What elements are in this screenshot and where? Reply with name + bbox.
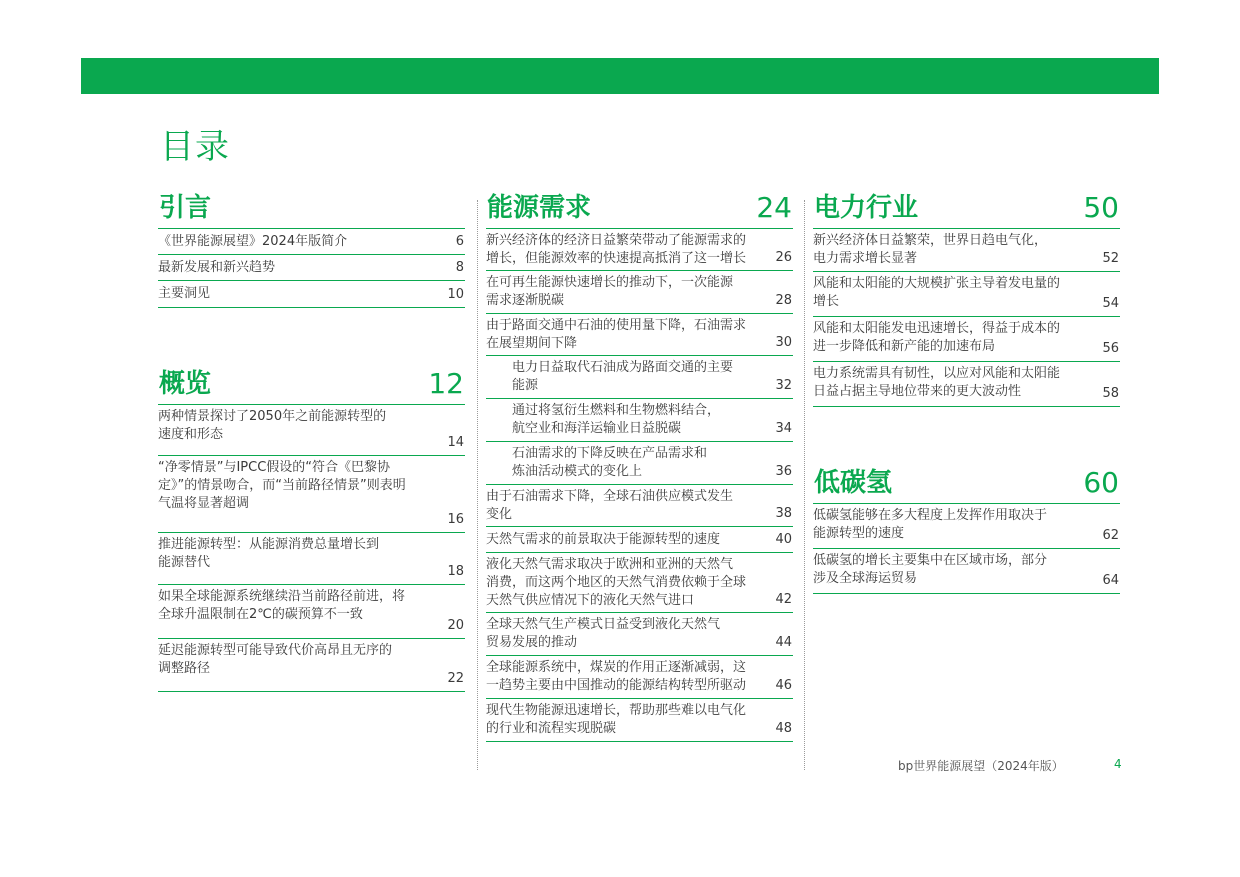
toc-entry-page: 54 [1102,296,1119,311]
toc-entry-page: 40 [775,532,792,547]
toc-entry[interactable] [486,553,793,613]
toc-entry[interactable] [813,272,1120,317]
toc-entry-title: 推进能源转型：从能源消费总量增长到 能源替代 [158,537,380,570]
toc-entry-page: 16 [447,512,464,527]
toc-entry[interactable] [813,549,1120,594]
toc-entry-page: 48 [775,721,792,736]
toc-entry[interactable] [486,527,793,553]
toc-entry-page: 6 [455,234,464,249]
toc-entry-title: 在可再生能源快速增长的推动下，一次能源 需求逐渐脱碳 [486,275,734,308]
toc-column-3 [813,192,1120,594]
section-page-number: 12 [428,367,464,400]
toc-entry-title: 新兴经济体日益繁荣，世界日趋电气化， 电力需求增长显著 [813,233,1048,266]
toc-entry-page: 28 [775,293,792,308]
toc-entry-title: 通过将氢衍生燃料和生物燃料结合， 航空业和海洋运输业日益脱碳 [512,403,721,436]
toc-entry-title: 石油需求的下降反映在产品需求和 炼油活动模式的变化上 [512,446,708,479]
column-divider [477,200,478,770]
section-title: 能源需求 [487,193,592,223]
section-heading[interactable] [813,467,1120,504]
section-heading[interactable] [158,192,465,229]
footer-page-number: 4 [1114,757,1122,771]
section-heading[interactable] [486,192,793,229]
toc-entry-title: 低碳氢的增长主要集中在区域市场，部分 涉及全球海运贸易 [813,553,1048,586]
toc-entry-title: 《世界能源展望》2024年版简介 [158,234,348,249]
toc-entry-title: 全球天然气生产模式日益受到液化天然气 贸易发展的推动 [486,617,721,650]
toc-entry-title: 电力日益取代石油成为路面交通的主要 能源 [512,360,734,393]
section-spacer [158,308,465,368]
toc-entry[interactable] [486,229,793,271]
header-bar [81,58,1159,94]
toc-entry[interactable] [813,504,1120,549]
toc-entry-title: 全球能源系统中，煤炭的作用正逐渐减弱，这 一趋势主要由中国推动的能源结构转型所驱动 [486,660,747,693]
toc-entry-title: 最新发展和新兴趋势 [158,260,276,275]
toc-entry[interactable] [813,229,1120,272]
toc-entry-page: 30 [775,335,792,350]
toc-entry[interactable] [486,442,793,485]
toc-entry[interactable] [158,229,465,255]
toc-entry-page: 52 [1102,251,1119,266]
toc-entry[interactable] [486,485,793,527]
toc-entry-title: 延迟能源转型可能导致代价高昂且无序的 调整路径 [158,643,393,676]
toc-entry[interactable] [486,656,793,699]
toc-entry-title: 液化天然气需求取决于欧洲和亚洲的天然气 消费，而这两个地区的天然气消费依赖于全球 天然气供应情况下的液化天然气进口 [486,557,747,608]
toc-entry-page: 62 [1102,528,1119,543]
toc-entry-title: 由于石油需求下降，全球石油供应模式发生 变化 [486,489,734,522]
section-title: 引言 [159,193,212,223]
toc-entry-title: 风能和太阳能的大规模扩张主导着发电量的 增长 [813,276,1061,309]
toc-entry-page: 26 [775,250,792,265]
toc-entry-title: “净零情景”与IPCC假设的“符合《巴黎协 定》”的情景吻合，而“当前路径情景”则表明 气温将显著超调 [158,460,406,511]
toc-entry-page: 14 [447,435,464,450]
toc-entry-page: 58 [1102,386,1119,401]
section-page-number: 24 [756,191,792,224]
toc-entry[interactable] [158,639,465,692]
toc-entry[interactable] [158,255,465,281]
toc-entry-page: 38 [775,506,792,521]
section-heading[interactable] [158,368,465,405]
toc-column-2 [486,192,793,742]
toc-entry-page: 34 [775,421,792,436]
section-page-number: 60 [1083,466,1119,499]
toc-entry-title: 现代生物能源迅速增长，帮助那些难以电气化 的行业和流程实现脱碳 [486,703,747,736]
toc-entry[interactable] [158,405,465,456]
toc-entry-title: 两种情景探讨了2050年之前能源转型的 速度和形态 [158,409,387,442]
toc-entry-page: 8 [455,260,464,275]
toc-entry[interactable] [158,533,465,585]
section-title: 低碳氢 [814,468,893,498]
toc-entry[interactable] [158,456,465,533]
footer-publication-title: bp世界能源展望（2024年版） [898,759,1064,773]
toc-entry-page: 10 [447,287,464,302]
toc-column-1 [158,192,465,692]
toc-entry-title: 新兴经济体的经济日益繁荣带动了能源需求的 增长，但能源效率的快速提高抵消了这一增长 [486,233,747,266]
toc-entry-title: 电力系统需具有韧性，以应对风能和太阳能 日益占据主导地位带来的更大波动性 [813,366,1061,399]
toc-entry-title: 低碳氢能够在多大程度上发挥作用取决于 能源转型的速度 [813,508,1048,541]
section-page-number: 50 [1083,191,1119,224]
toc-entry[interactable] [486,356,793,399]
toc-entry-page: 64 [1102,573,1119,588]
section-title: 电力行业 [814,193,919,223]
toc-entry-page: 22 [447,671,464,686]
page-title: 目录 [160,127,230,167]
toc-entry[interactable] [486,399,793,442]
toc-entry[interactable] [486,271,793,314]
toc-entry[interactable] [486,613,793,656]
toc-entry-title: 主要洞见 [158,286,211,301]
toc-entry-page: 20 [447,618,464,633]
section-heading[interactable] [813,192,1120,229]
toc-entry[interactable] [158,281,465,308]
toc-entry-page: 36 [775,464,792,479]
toc-entry-page: 46 [775,678,792,693]
column-divider [804,200,805,770]
toc-entry[interactable] [813,362,1120,407]
section-title: 概览 [159,369,212,399]
toc-entry-title: 风能和太阳能发电迅速增长，得益于成本的 进一步降低和新产能的加速布局 [813,321,1061,354]
toc-entry-page: 42 [775,592,792,607]
toc-entry-title: 由于路面交通中石油的使用量下降，石油需求 在展望期间下降 [486,318,747,351]
toc-entry-page: 44 [775,635,792,650]
toc-entry[interactable] [486,314,793,356]
toc-entry-page: 32 [775,378,792,393]
toc-entry[interactable] [158,585,465,639]
toc-entry-title: 如果全球能源系统继续沿当前路径前进，将 全球升温限制在2℃的碳预算不一致 [158,589,406,622]
toc-entry-page: 18 [447,564,464,579]
section-spacer [813,407,1120,467]
toc-entry-page: 56 [1102,341,1119,356]
toc-entry-title: 天然气需求的前景取决于能源转型的速度 [486,532,721,547]
toc-entry[interactable] [486,699,793,742]
toc-entry[interactable] [813,317,1120,362]
